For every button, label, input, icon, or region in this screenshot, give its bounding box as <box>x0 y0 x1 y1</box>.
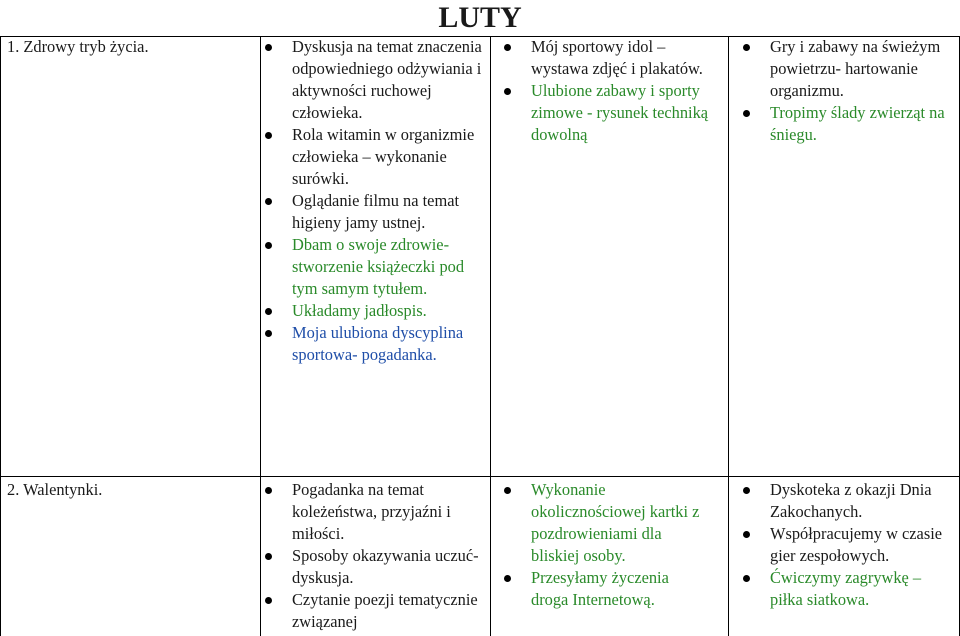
list-item: Ulubione zabawy i sporty zimowe - rysunek techniką dowolną <box>501 80 725 146</box>
list-item: Dbam o swoje zdrowie- stworzenie książeczki pod tym samym tytułem. <box>262 234 488 300</box>
row-label-walentynki: 2. Walentynki. <box>7 480 103 499</box>
list-item: Dyskusja na temat znaczenia odpowiedniego odżywiania i aktywności ruchowej człowieka. <box>262 36 488 124</box>
list-item: Przesyłamy życzenia droga Internetową. <box>501 567 701 611</box>
list-item: Oglądanie filmu na temat higieny jamy ustnej. <box>262 190 488 234</box>
list-item: Sposoby okazywania uczuć- dyskusja. <box>262 545 488 589</box>
list-item: Pogadanka na temat koleżeństwa, przyjaźni i miłości. <box>262 479 488 545</box>
table-border-left <box>0 36 1 636</box>
column-divider-1 <box>260 36 261 636</box>
list-item: Ćwiczymy zagrywkę – piłka siatkowa. <box>740 567 950 611</box>
list-item: Mój sportowy idol – wystawa zdjęć i plakatów. <box>501 36 725 80</box>
row-label-zdrowy-tryb: 1. Zdrowy tryb życia. <box>7 37 149 56</box>
list-item: Rola witamin w organizmie człowieka – wykonanie surówki. <box>262 124 488 190</box>
column-divider-2 <box>490 36 491 636</box>
list-item: Współpracujemy w czasie gier zespołowych. <box>740 523 950 567</box>
row2-art-list <box>501 479 701 611</box>
list-item: Moja ulubiona dyscyplina sportowa- pogadanka. <box>262 322 488 366</box>
row1-movement-list <box>740 36 958 146</box>
row1-art-list <box>501 36 725 146</box>
list-item: Układamy jadłospis. <box>262 300 488 322</box>
page-title: LUTY <box>0 0 960 36</box>
list-item: Dyskoteka z okazji Dnia Zakochanych. <box>740 479 950 523</box>
list-item: Gry i zabawy na świeżym powietrzu- hartowanie organizmu. <box>740 36 958 102</box>
row1-activities-list <box>262 36 488 366</box>
row-divider <box>0 476 960 477</box>
list-item: Tropimy ślady zwierząt na śniegu. <box>740 102 958 146</box>
list-item: Wykonanie okolicznościowej kartki z pozdrowieniami dla bliskiej osoby. <box>501 479 701 567</box>
column-divider-3 <box>728 36 729 636</box>
row2-movement-list <box>740 479 950 611</box>
list-item: Czytanie poezji tematycznie związanej <box>262 589 488 633</box>
row2-activities-list <box>262 479 488 633</box>
